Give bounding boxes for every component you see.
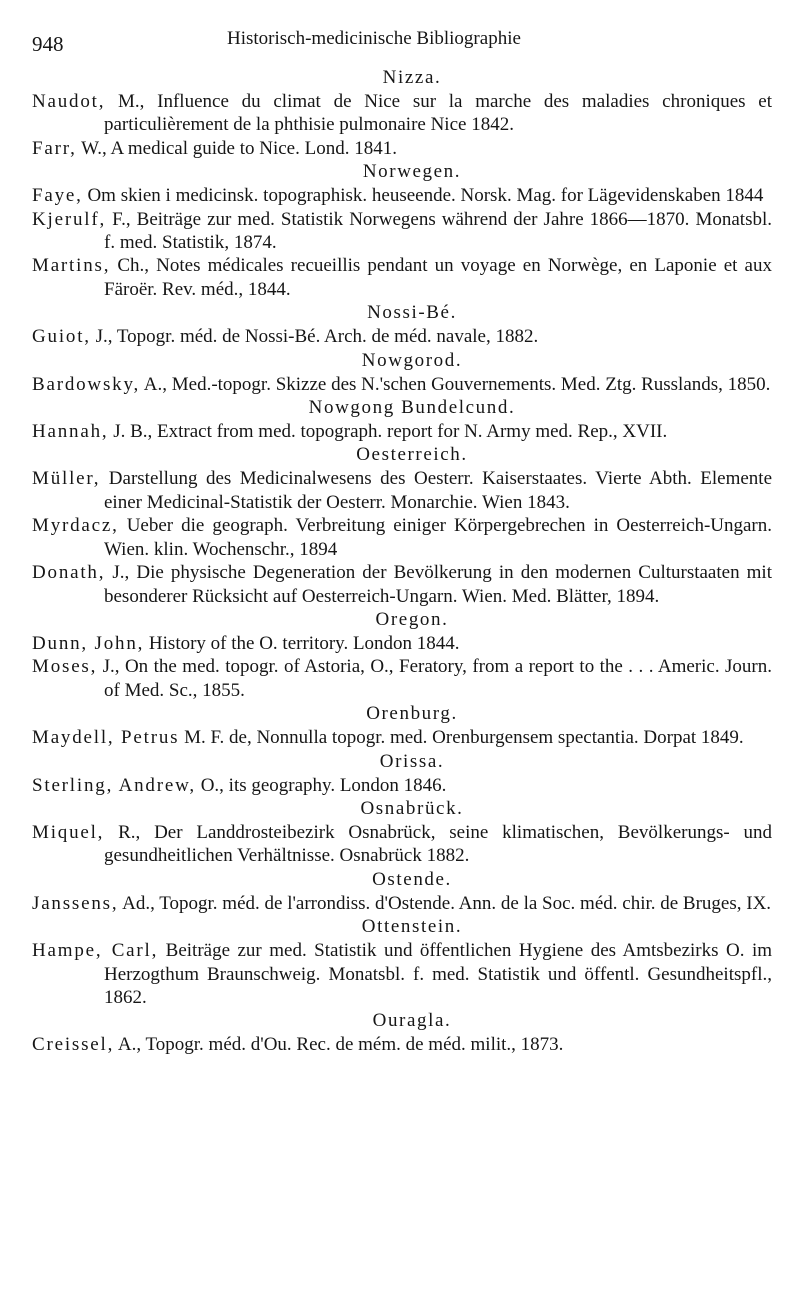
bibliography-entry: [32, 90, 772, 137]
bibliography-entry: [32, 1033, 772, 1056]
bibliography-entry: [32, 561, 772, 608]
entry-author: Donath,: [32, 562, 106, 584]
entry-author: Martins,: [32, 255, 111, 277]
section-heading: Ouragla.: [372, 1010, 452, 1032]
entry-author: Müller,: [32, 468, 101, 490]
entry-text: A., Topogr. méd. d'Ou. Rec. de mém. de méd. milit., 1873.: [114, 1034, 564, 1056]
entry-text: History of the O. territory. London 1844.: [144, 632, 460, 654]
entry-author: Faye,: [32, 185, 83, 207]
bibliography-entry: [32, 774, 772, 797]
entry-author: Dunn, John,: [32, 632, 145, 654]
section-heading: Oregon.: [375, 608, 449, 630]
entry-text: O., its geography. London 1846.: [195, 774, 447, 796]
section-heading: Nizza.: [382, 67, 442, 88]
entry-author: Naudot,: [32, 91, 106, 112]
bibliography-entry: [32, 939, 772, 1009]
page-number: 948: [32, 32, 64, 56]
entry-text: M., Influence du climat de Nice sur la marche des maladies chroniques et particulièrement de la phthisie pulmonaire Nice 1842.: [104, 91, 772, 136]
section-heading: Ostende.: [372, 868, 452, 890]
entry-author: Moses,: [32, 656, 98, 678]
entry-author: Kjerulf,: [32, 208, 107, 230]
entry-author: Hampe, Carl,: [32, 940, 159, 962]
entry-author: Hannah,: [32, 421, 109, 443]
entry-author: Miquel,: [32, 821, 105, 843]
section-heading: Orenburg.: [366, 703, 458, 725]
running-title: Historisch-medicinische Bibliographie: [227, 28, 521, 49]
bibliography-entry: [32, 325, 772, 348]
entry-text: F., Beiträge zur med. Statistik Norwegens während der Jahre 1866—1870. Monatsbl. f. med. Statistik, 1874.: [104, 208, 772, 254]
bibliography-entry: [32, 373, 772, 396]
entry-text: J., Die physische Degeneration der Bevölkerung in den modernen Culturstaaten mit besonderer Rücksicht auf Oesterreich-Ungarn. Wien. Med. Blätter, 1894.: [104, 562, 772, 607]
entry-text: R., Der Landdrosteibezirk Osnabrück, seine klimatischen, Bevölkerungs- und gesundheitlichen Verhältnisse. Osnabrück 1882.: [104, 821, 772, 867]
entry-text: W., A medical guide to Nice. Lond. 1841.: [76, 137, 397, 159]
section-heading: Orissa.: [379, 750, 445, 772]
entry-text: A., Med.-topogr. Skizze des N.'schen Gouvernements. Med. Ztg. Russlands, 1850.: [140, 373, 771, 395]
entry-author: Guiot,: [32, 326, 91, 348]
entry-text: J., On the med. topogr. of Astoria, O., Feratory, from a report to the . . . Americ. Journ. of Med. Sc., 1855.: [97, 656, 772, 701]
entry-text: M. F. de, Nonnulla topogr. med. Orenburgensem spectantia. Dorpat 1849.: [179, 727, 744, 749]
entry-text: Ch., Notes médicales recueillis pendant un voyage en Norwège, en Laponie et aux Färoër. Rev. méd., 1844.: [104, 255, 772, 300]
bibliography-entry: [32, 655, 772, 702]
section-heading: Osnabrück.: [360, 797, 464, 819]
entry-author: Janssens,: [32, 892, 119, 914]
entry-author: Bardowsky,: [32, 373, 141, 395]
bibliography-content: [32, 66, 772, 1057]
entry-author: Farr,: [32, 137, 77, 159]
bibliography-entry: [32, 208, 772, 255]
entry-author: Creissel,: [32, 1034, 115, 1056]
bibliography-entry: [32, 892, 772, 915]
entry-author: Sterling, Andrew,: [32, 774, 196, 796]
running-head: [32, 26, 772, 66]
bibliography-entry: [32, 514, 772, 561]
section-heading: Oesterreich.: [356, 444, 468, 466]
entry-text: Ueber die geograph. Verbreitung einiger Körpergebrechen in Oesterreich-Ungarn. Wien. klin. Wochenschr., 1894: [104, 515, 772, 560]
entry-text: Ad., Topogr. méd. de l'arrondiss. d'Ostende. Ann. de la Soc. méd. chir. de Bruges, IX.: [118, 892, 772, 914]
bibliography-entry: [32, 726, 772, 749]
entry-author: Maydell, Petrus: [32, 727, 180, 749]
bibliography-entry: [32, 632, 772, 655]
bibliography-entry: [32, 254, 772, 301]
bibliography-entry: [32, 420, 772, 443]
bibliography-entry: [32, 467, 772, 514]
bibliography-page: [32, 26, 772, 1057]
entry-text: Beiträge zur med. Statistik und öffentlichen Hygiene des Amtsbezirks O. im Herzogthum Braunschweig. Monatsbl. f. med. Statistik und öffentl. Gesundheitspfl., 1862.: [104, 940, 772, 1008]
bibliography-entry: [32, 137, 772, 160]
section-heading: Norwegen.: [362, 161, 462, 183]
section-heading: Ottenstein.: [361, 916, 463, 938]
section-heading: Nossi-Bé.: [367, 302, 457, 324]
entry-text: Darstellung des Medicinalwesens des Oesterr. Kaiserstaates. Vierte Abth. Elemente einer Medicinal-Statistik der Oesterr. Monarchie. Wien 1843.: [100, 468, 772, 513]
entry-author: Myrdacz,: [32, 515, 119, 537]
bibliography-entry: [32, 821, 772, 868]
entry-text: Om skien i medicinsk. topographisk. heuseende. Norsk. Mag. for Lägevidenskaben 1844: [82, 185, 764, 207]
section-heading: Nowgong Bundelcund.: [308, 397, 516, 419]
entry-text: J. B., Extract from med. topograph. report for N. Army med. Rep., XVII.: [108, 421, 668, 443]
section-heading: Nowgorod.: [361, 349, 463, 371]
bibliography-entry: [32, 184, 772, 207]
entry-text: J., Topogr. méd. de Nossi-Bé. Arch. de méd. navale, 1882.: [90, 326, 539, 348]
